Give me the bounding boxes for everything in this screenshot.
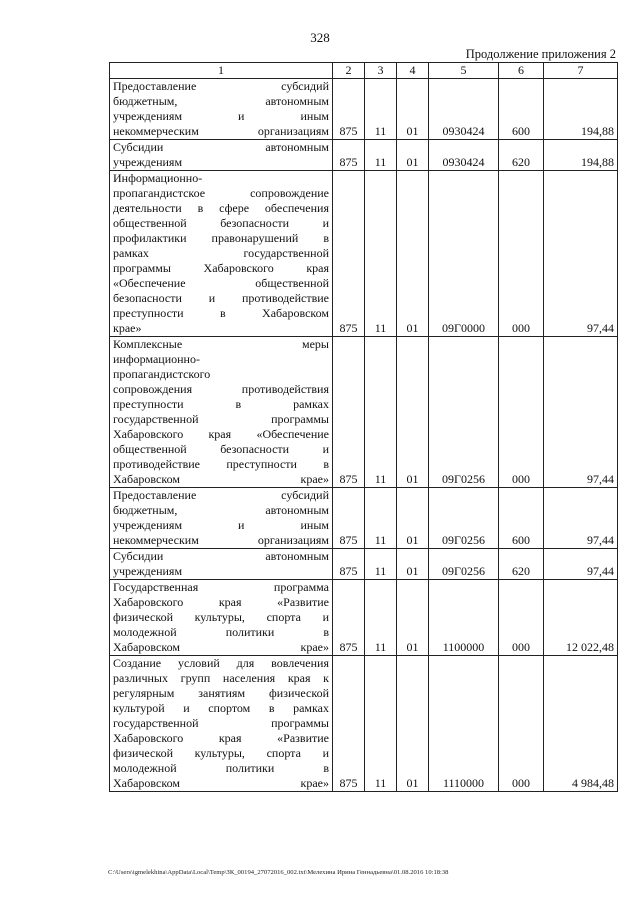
- header-col-3: 3: [365, 63, 397, 79]
- row-name-line: общественной безопасности и: [113, 442, 329, 456]
- row-name-line: государственной программы: [113, 412, 329, 426]
- target-article-cell: 09Г0256: [429, 549, 499, 580]
- table-header-row: [110, 63, 618, 79]
- row-name-line: молодежной политики в: [113, 625, 329, 639]
- row-name-line: Хабаровском крае»: [113, 472, 329, 486]
- row-name-line: Субсидии автономным: [113, 140, 329, 154]
- subsection-code-cell: 01: [397, 337, 429, 488]
- ministry-code-cell: 875: [333, 488, 365, 549]
- ministry-code-cell: 875: [333, 656, 365, 792]
- amount-cell: 194,88: [544, 79, 618, 140]
- expense-type-cell: 620: [499, 549, 544, 580]
- target-article-cell: 09Г0256: [429, 337, 499, 488]
- page-number: 328: [310, 30, 330, 45]
- ministry-code-cell: 875: [333, 79, 365, 140]
- amount-cell: 97,44: [544, 171, 618, 337]
- target-article-cell: 0930424: [429, 140, 499, 171]
- table-row: [110, 580, 618, 656]
- section-code-cell: 11: [365, 656, 397, 792]
- ministry-code-cell: 875: [333, 140, 365, 171]
- subsection-code-cell: 01: [397, 488, 429, 549]
- row-name-line: учреждениям и иным: [113, 109, 329, 123]
- row-name-line: общественной безопасности и: [113, 216, 329, 230]
- amount-cell: 12 022,48: [544, 580, 618, 656]
- section-code-cell: 11: [365, 337, 397, 488]
- row-name-line: Хабаровского края «Развитие: [113, 731, 329, 745]
- row-name-line: регулярным занятиям физической: [113, 686, 329, 700]
- row-name-cell: [110, 656, 333, 792]
- row-name-line: бюджетным, автономным: [113, 94, 329, 108]
- ministry-code-cell: 875: [333, 337, 365, 488]
- section-code-cell: 11: [365, 140, 397, 171]
- table-row: [110, 488, 618, 549]
- row-name-line: учреждениям и иным: [113, 518, 329, 532]
- row-name-line: преступности в Хабаровском: [113, 306, 329, 320]
- row-name-line: пропагандистское сопровождение: [113, 186, 329, 200]
- row-name-line: Государственная программа: [113, 580, 329, 594]
- budget-table: [109, 62, 618, 792]
- table-row: [110, 79, 618, 140]
- row-name-line: некоммерческим организациям: [113, 533, 329, 547]
- file-path-footer: C:\Users\igmelekhina\AppData\Local\Temp\ЗК_00194_27072016_002.txt\Мелехина Ирина Геннадьевна\01.08.2016 10:18:38: [108, 869, 449, 876]
- row-name-line: Хабаровского края «Развитие: [113, 595, 329, 609]
- expense-type-cell: 000: [499, 656, 544, 792]
- row-name-cell: [110, 549, 333, 580]
- row-name-line: культурой и спортом в рамках: [113, 701, 329, 715]
- row-name-cell: [110, 580, 333, 656]
- expense-type-cell: 600: [499, 79, 544, 140]
- row-name-line: деятельности в сфере обеспечения: [113, 201, 329, 215]
- row-name-line: преступности в рамках: [113, 397, 329, 411]
- row-name-line: молодежной политики в: [113, 761, 329, 775]
- header-col-4: 4: [397, 63, 429, 79]
- row-name-line: пропагандистского: [113, 367, 211, 381]
- subsection-code-cell: 01: [397, 140, 429, 171]
- ministry-code-cell: 875: [333, 171, 365, 337]
- row-name-line: учреждениям: [113, 155, 183, 169]
- row-name-line: Создание условий для вовлечения: [113, 656, 329, 670]
- row-name-line: крае»: [113, 321, 142, 335]
- row-name-line: сопровождения противодействия: [113, 382, 329, 396]
- row-name-line: «Обеспечение общественной: [113, 276, 329, 290]
- row-name-line: государственной программы: [113, 716, 329, 730]
- table-row: [110, 656, 618, 792]
- header-col-7: 7: [544, 63, 618, 79]
- table-row: [110, 140, 618, 171]
- row-name-line: информационно-: [113, 352, 200, 366]
- expense-type-cell: 000: [499, 171, 544, 337]
- expense-type-cell: 000: [499, 337, 544, 488]
- expense-type-cell: 000: [499, 580, 544, 656]
- continuation-label: Продолжение приложения 2: [465, 47, 616, 61]
- subsection-code-cell: 01: [397, 656, 429, 792]
- header-col-2: 2: [333, 63, 365, 79]
- expense-type-cell: 620: [499, 140, 544, 171]
- row-name-line: программы Хабаровского края: [113, 261, 329, 275]
- row-name-line: некоммерческим организациям: [113, 124, 329, 138]
- row-name-line: безопасности и противодействие: [113, 291, 329, 305]
- amount-cell: 97,44: [544, 549, 618, 580]
- row-name-cell: [110, 337, 333, 488]
- row-name-line: Хабаровском крае»: [113, 640, 329, 654]
- row-name-line: Хабаровском крае»: [113, 776, 329, 790]
- section-code-cell: 11: [365, 549, 397, 580]
- row-name-line: Хабаровского края «Обеспечение: [113, 427, 329, 441]
- ministry-code-cell: 875: [333, 549, 365, 580]
- row-name-line: учреждениям: [113, 564, 183, 578]
- amount-cell: 194,88: [544, 140, 618, 171]
- section-code-cell: 11: [365, 488, 397, 549]
- row-name-line: Предоставление субсидий: [113, 488, 329, 502]
- header-col-1: 1: [110, 63, 333, 79]
- subsection-code-cell: 01: [397, 549, 429, 580]
- table-row: [110, 337, 618, 488]
- target-article-cell: 1110000: [429, 656, 499, 792]
- row-name-cell: [110, 488, 333, 549]
- amount-cell: 4 984,48: [544, 656, 618, 792]
- table-row: [110, 549, 618, 580]
- expense-type-cell: 600: [499, 488, 544, 549]
- row-name-cell: [110, 171, 333, 337]
- header-col-6: 6: [499, 63, 544, 79]
- row-name-line: Субсидии автономным: [113, 549, 329, 563]
- row-name-cell: [110, 140, 333, 171]
- row-name-line: физической культуры, спорта и: [113, 746, 329, 760]
- subsection-code-cell: 01: [397, 580, 429, 656]
- subsection-code-cell: 01: [397, 171, 429, 337]
- row-name-line: различных групп населения края к: [113, 671, 329, 685]
- row-name-line: Предоставление субсидий: [113, 79, 329, 93]
- section-code-cell: 11: [365, 580, 397, 656]
- header-col-5: 5: [429, 63, 499, 79]
- ministry-code-cell: 875: [333, 580, 365, 656]
- section-code-cell: 11: [365, 79, 397, 140]
- amount-cell: 97,44: [544, 488, 618, 549]
- row-name-line: рамках государственной: [113, 246, 329, 260]
- row-name-line: физической культуры, спорта и: [113, 610, 329, 624]
- section-code-cell: 11: [365, 171, 397, 337]
- row-name-line: профилактики правонарушений в: [113, 231, 329, 245]
- row-name-line: противодействие преступности в: [113, 457, 329, 471]
- target-article-cell: 09Г0000: [429, 171, 499, 337]
- amount-cell: 97,44: [544, 337, 618, 488]
- row-name-cell: [110, 79, 333, 140]
- row-name-line: Комплексные меры: [113, 337, 329, 351]
- target-article-cell: 1100000: [429, 580, 499, 656]
- target-article-cell: 09Г0256: [429, 488, 499, 549]
- table-row: [110, 171, 618, 337]
- target-article-cell: 0930424: [429, 79, 499, 140]
- row-name-line: Информационно-: [113, 171, 203, 185]
- subsection-code-cell: 01: [397, 79, 429, 140]
- row-name-line: бюджетным, автономным: [113, 503, 329, 517]
